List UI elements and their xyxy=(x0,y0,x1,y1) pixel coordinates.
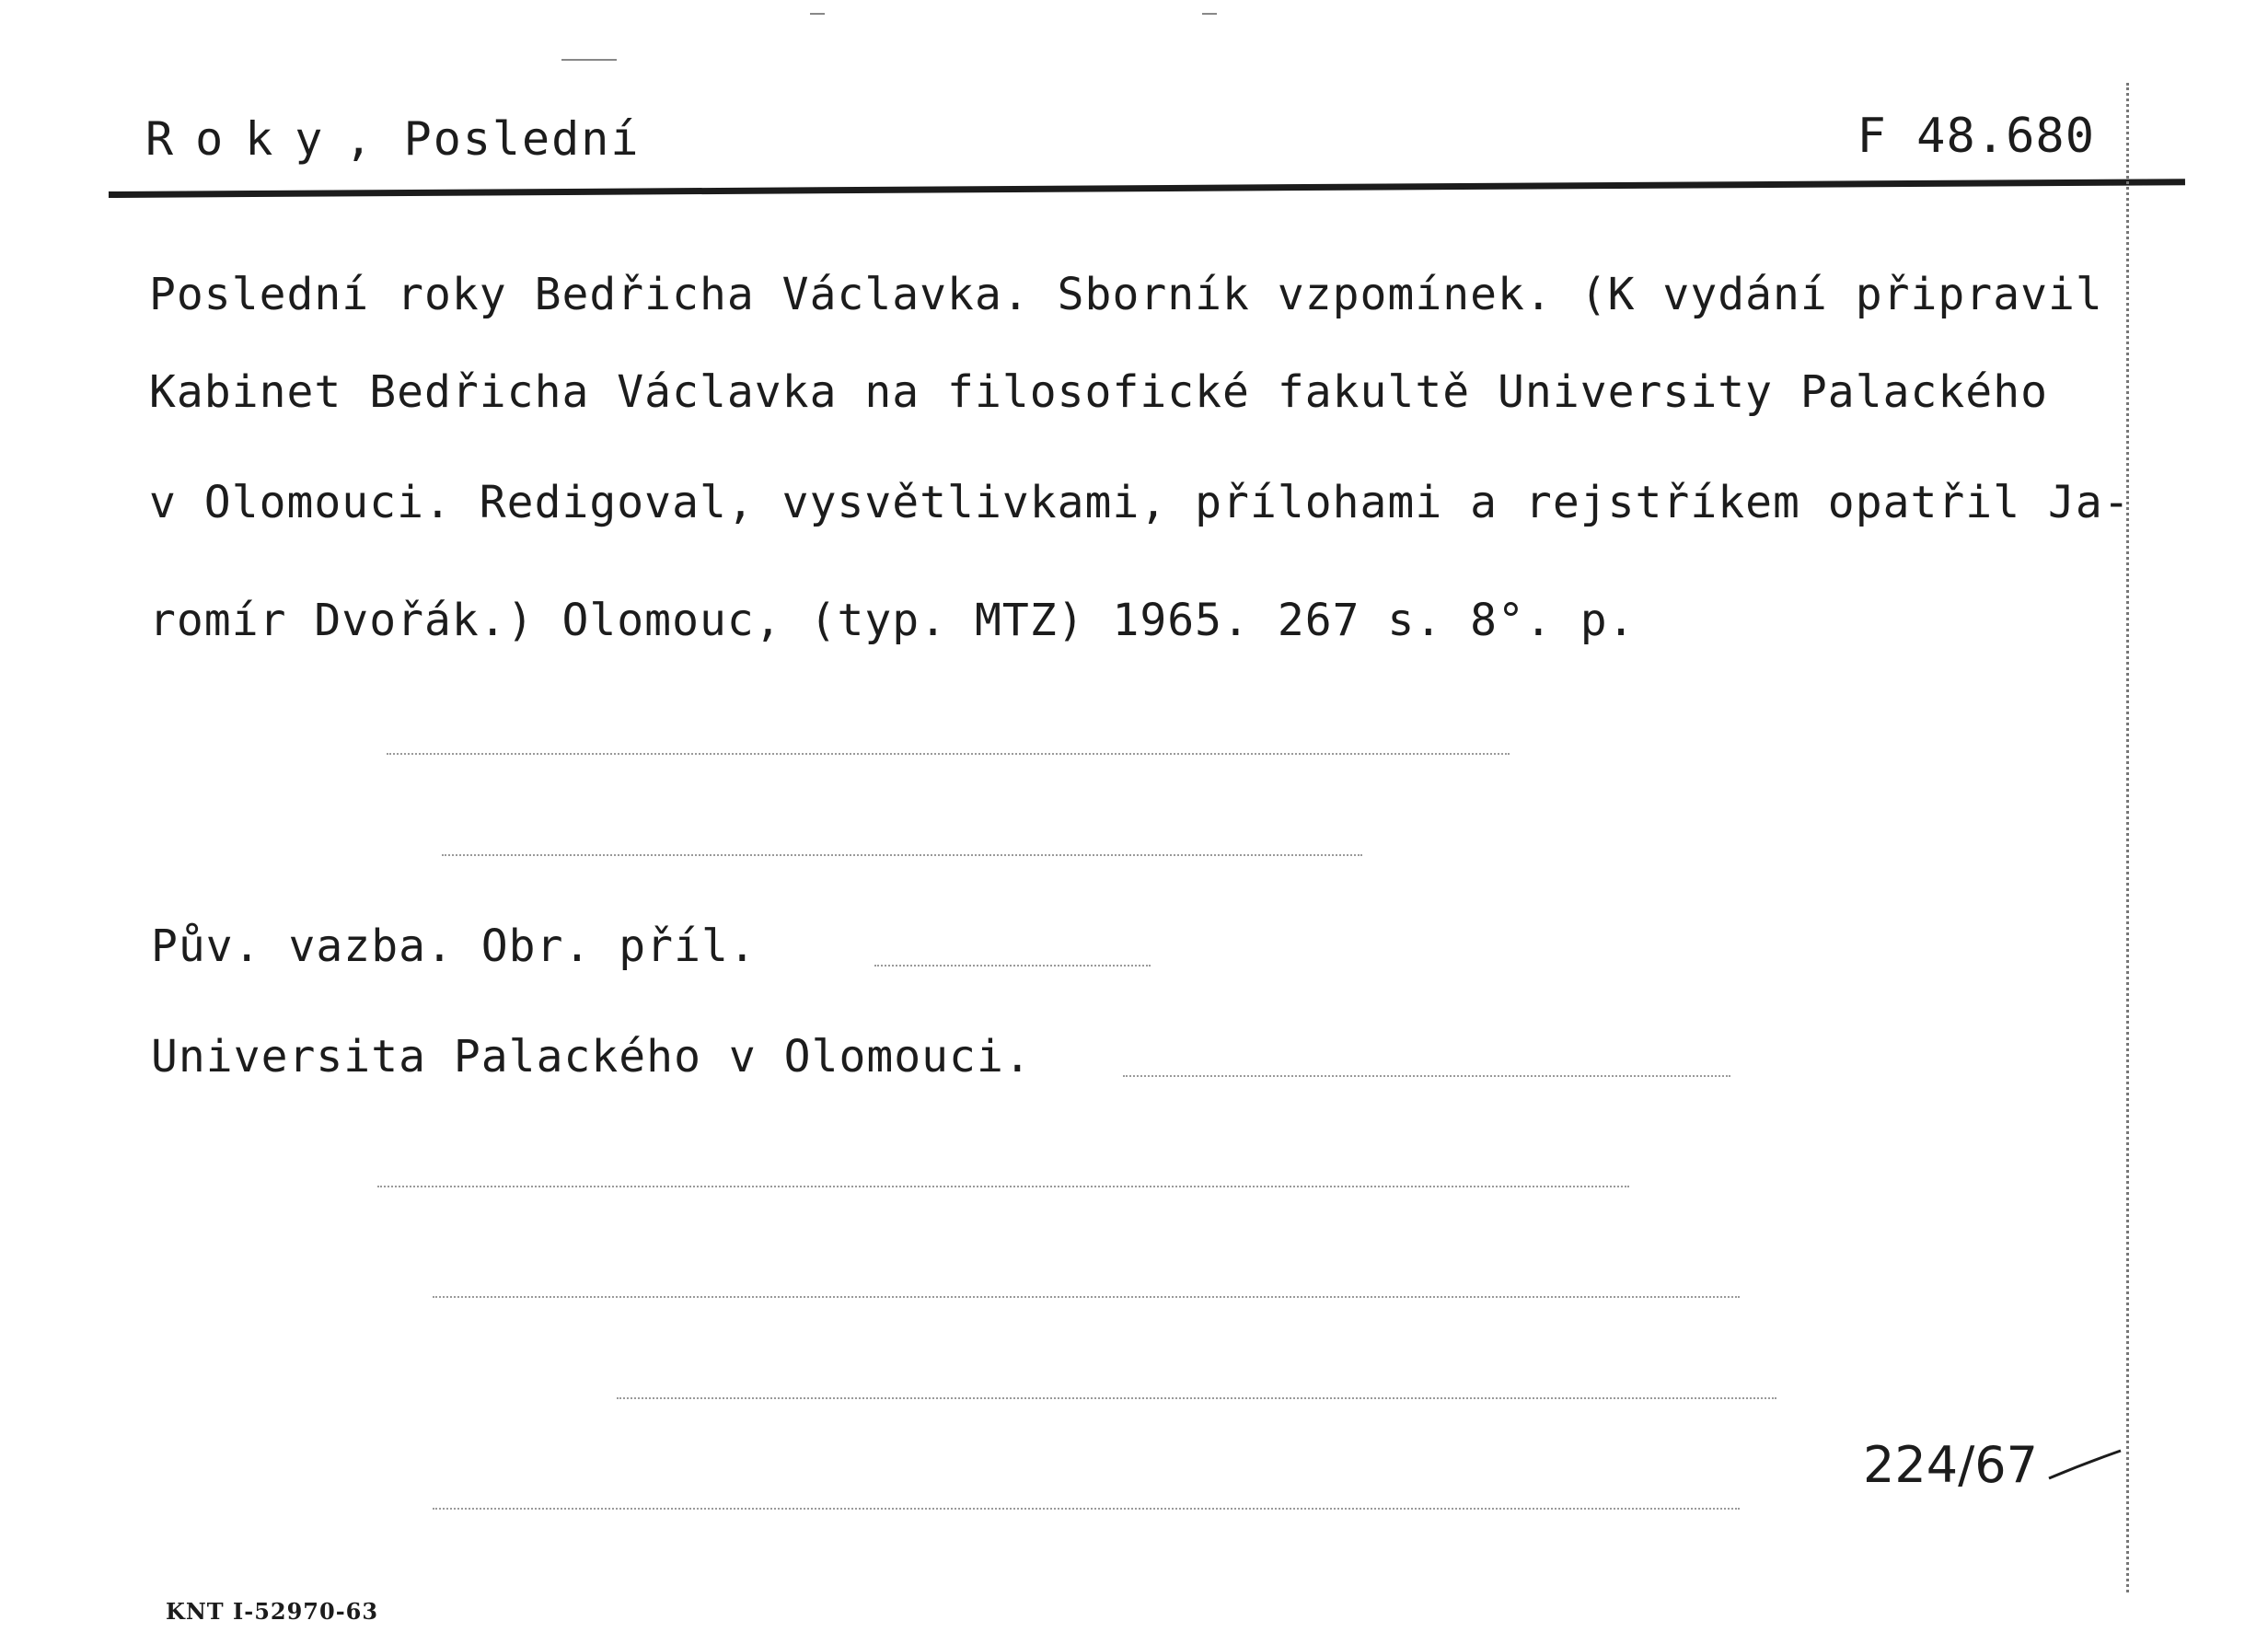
heading-keyword: Roky xyxy=(145,112,345,166)
note-binding: Pův. vazba. Obr. příl. xyxy=(151,920,757,972)
pen-stroke-icon xyxy=(2047,1447,2123,1484)
entry-line-4: romír Dvořák.) Olomouc, (typ. MTZ) 1965. 267 s. 8°. p. xyxy=(149,595,1636,646)
note-holder: Universita Palackého v Olomouci. xyxy=(151,1031,1032,1082)
entry-line-1: Poslední roky Bedřicha Václavka. Sborník vzpomínek. (K vydání připravil xyxy=(149,269,2103,320)
guide-line xyxy=(387,753,1510,755)
scan-speck xyxy=(810,13,825,15)
scan-speck xyxy=(561,59,617,61)
printer-mark: KNT I-52970-63 xyxy=(166,1598,379,1625)
scan-speck xyxy=(1202,13,1217,15)
card-heading xyxy=(145,112,640,166)
shelfmark: F 48.680 xyxy=(1857,109,2095,164)
guide-line xyxy=(442,854,1362,856)
guide-line xyxy=(617,1397,1776,1399)
heading-rule xyxy=(109,179,2185,198)
heading-rest: , Poslední xyxy=(344,112,641,166)
guide-line xyxy=(433,1296,1740,1298)
guide-line xyxy=(874,965,1151,967)
guide-line xyxy=(377,1186,1629,1187)
accession-number: 224/67 xyxy=(1863,1436,2038,1494)
card-edge-dots xyxy=(2126,83,2133,1592)
entry-line-2: Kabinet Bedřicha Václavka na filosofické fakultě University Palackého xyxy=(149,366,2048,418)
guide-line xyxy=(1123,1075,1730,1077)
entry-line-3: v Olomouci. Redigoval, vysvětlivkami, přílohami a rejstříkem opatřil Ja- xyxy=(149,477,2131,528)
guide-line xyxy=(433,1508,1740,1510)
